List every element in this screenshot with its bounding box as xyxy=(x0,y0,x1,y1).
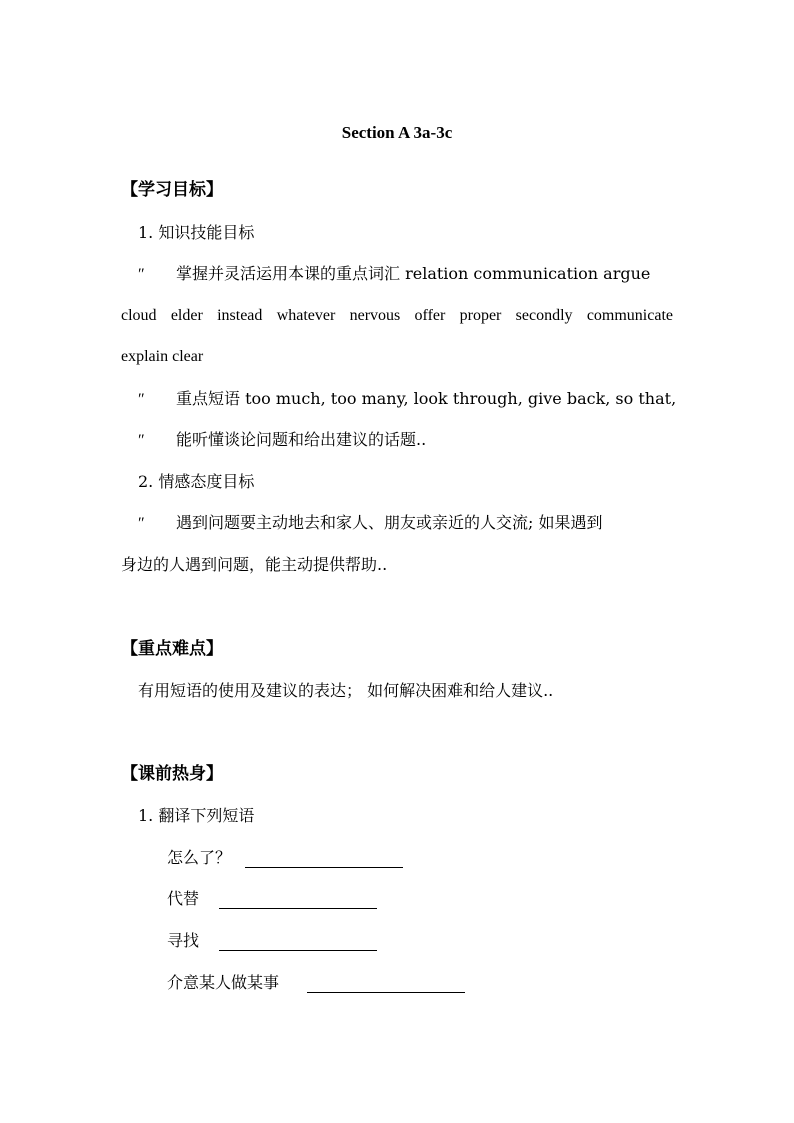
list-item-knowledge-goals: 1. 知识技能目标 xyxy=(138,223,255,242)
bullet-mark: ″ xyxy=(138,391,145,408)
phrase-row-mind-doing xyxy=(167,973,465,993)
answer-blank[interactable] xyxy=(219,932,377,951)
bullet-text: 重点短语 too much, too many, look through, give back, so that, xyxy=(176,389,677,408)
bullet-mark: ″ xyxy=(138,515,145,532)
list-item-translate-phrases: 1. 翻译下列短语 xyxy=(138,806,255,825)
bullet-text: 掌握并灵活运用本课的重点词汇 relation communication argue xyxy=(176,264,651,283)
bullet-listening-goal xyxy=(138,430,426,451)
phrase-row-whats-wrong xyxy=(167,848,403,868)
answer-blank[interactable] xyxy=(219,890,377,909)
phrase-label: 寻找 xyxy=(167,931,200,950)
section-heading-warm-up: 【课前热身】 xyxy=(121,764,223,784)
phrase-row-look-for xyxy=(167,931,377,951)
phrase-row-instead xyxy=(167,889,377,909)
phrase-label: 介意某人做某事 xyxy=(167,973,280,992)
bullet-text: 遇到问题要主动地去和家人、朋友或亲近的人交流; 如果遇到 xyxy=(176,513,603,532)
phrase-label: 代替 xyxy=(167,889,200,908)
vocabulary-line-2: cloud elder instead whatever nervous offer proper secondly communicate xyxy=(121,307,673,324)
bullet-key-vocabulary xyxy=(138,264,650,285)
bullet-mark: ″ xyxy=(138,266,145,283)
section-heading-key-points: 【重点难点】 xyxy=(121,639,223,659)
list-item-emotional-goals: 2. 情感态度目标 xyxy=(138,472,255,491)
communication-goal-line-2: 身边的人遇到问题，能主动提供帮助.. xyxy=(121,555,388,574)
key-points-text: 有用短语的使用及建议的表达； 如何解决困难和给人建议.. xyxy=(138,681,554,700)
phrase-label: 怎么了？ xyxy=(167,848,232,867)
bullet-mark: ″ xyxy=(138,432,145,449)
vocabulary-line-3: explain clear xyxy=(121,348,204,365)
document-title: Section A 3a-3c xyxy=(341,123,453,142)
bullet-text: 能听懂谈论问题和给出建议的话题.. xyxy=(176,430,427,449)
bullet-communication-goal xyxy=(138,513,602,534)
bullet-key-phrases xyxy=(138,389,676,410)
answer-blank[interactable] xyxy=(307,974,465,993)
answer-blank[interactable] xyxy=(245,849,403,868)
section-heading-learning-goals: 【学习目标】 xyxy=(121,180,223,200)
